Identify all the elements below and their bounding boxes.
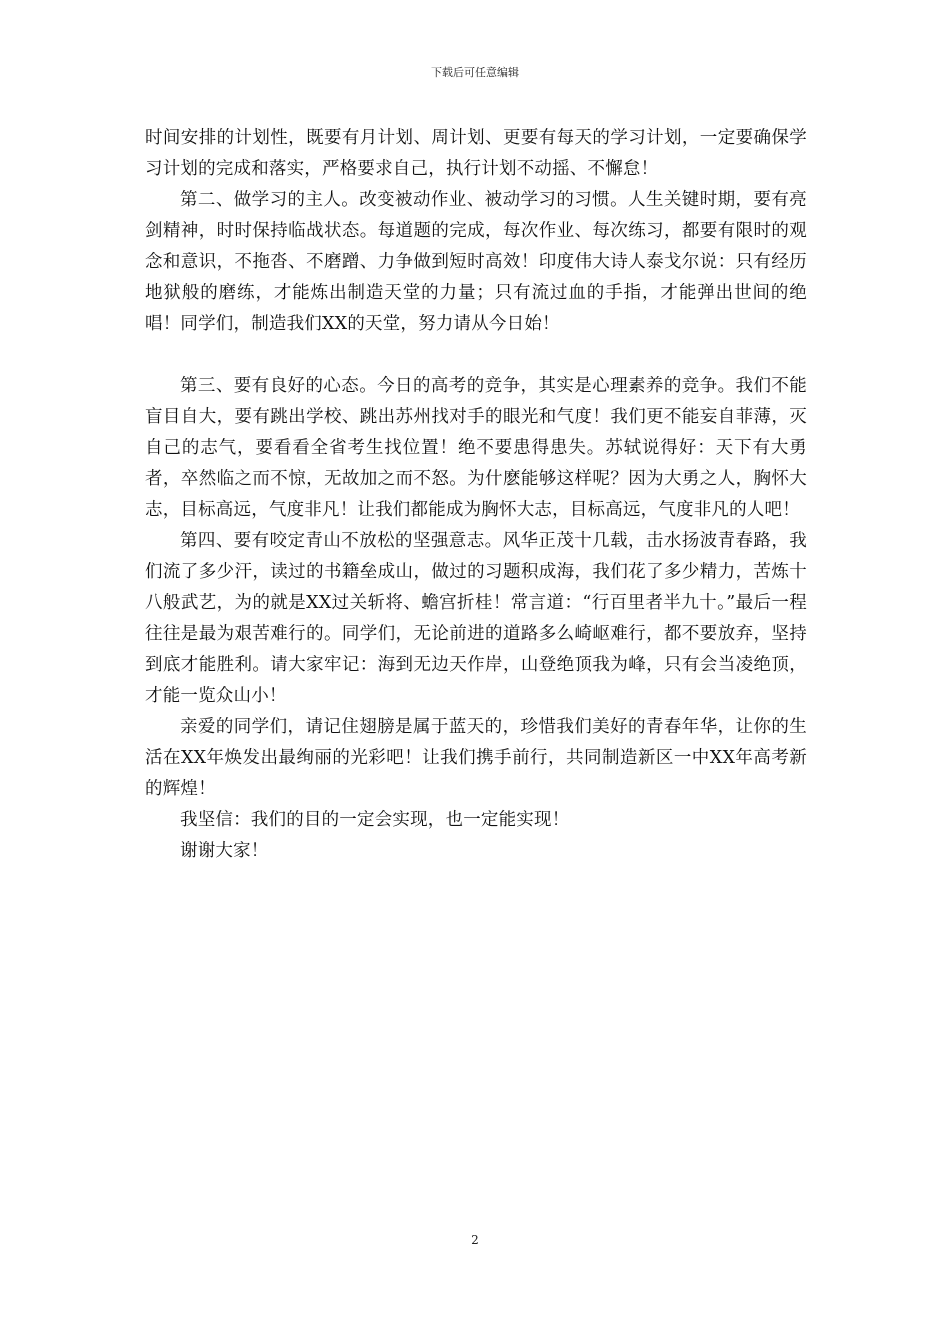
paragraph-second-point: 第二、做学习的主人。改变被动作业、被动学习的习惯。人生关键时期，要有亮剑精神，时时保持临战状态。每道题的完成，每次作业、每次练习，都要有限时的观念和意识，不拖沓、不磨蹭、力争做到短时高效！印度伟大诗人泰戈尔说：只有经历地狱般的磨练，才能炼出制造天堂的力量；只有流过血的手指，才能弹出世间的绝唱！同学们，制造我们XX的天堂，努力请从今日始！ bbox=[145, 190, 807, 334]
paragraph-belief: 我坚信：我们的目的一定会实现，也一定能实现！ bbox=[180, 810, 570, 830]
page-number: 2 bbox=[471, 1233, 479, 1247]
paragraph-fourth-point: 第四、要有咬定青山不放松的坚强意志。风华正茂十几载，击水扬波青春路，我们流了多少汗，读过的书籍垒成山，做过的习题积成海，我们花了多少精力，苦炼十八般武艺，为的就是XX过关斩将、蟾宫折桂！常言道：“行百里者半九十。”最后一程往往是最为艰苦难行的。同学们，无论前进的道路多么崎岖难行，都不要放弃，坚持到底才能胜利。请大家牢记：海到无边天作岸，山登绝顶我为峰，只有会当凌绝顶，才能一览众山小！ bbox=[145, 531, 807, 706]
document-body bbox=[145, 123, 807, 867]
paragraph-third-point: 第三、要有良好的心态。今日的高考的竞争，其实是心理素养的竞争。我们不能盲目自大，要有跳出学校、跳出苏州找对手的眼光和气度！我们更不能妄自菲薄，灭自己的志气，要看看全省考生找位置！绝不要患得患失。苏轼说得好：天下有大勇者，卒然临之而不惊，无故加之而不怒。为什麽能够这样呢？因为大勇之人，胸怀大志，目标高远，气度非凡！让我们都能成为胸怀大志，目标高远，气度非凡的人吧！ bbox=[145, 376, 807, 520]
page-header: 下载后可任意编辑 bbox=[431, 66, 519, 79]
paragraph-continuation: 时间安排的计划性，既要有月计划、周计划、更要有每天的学习计划，一定要确保学习计划的完成和落实，严格要求自己，执行计划不动摇、不懈怠！ bbox=[145, 128, 807, 179]
paragraph-closing-appeal: 亲爱的同学们，请记住翅膀是属于蓝天的，珍惜我们美好的青春年华，让你的生活在XX年焕发出最绚丽的光彩吧！让我们携手前行，共同制造新区一中XX年高考新的辉煌！ bbox=[145, 717, 807, 799]
paragraph-thanks: 谢谢大家！ bbox=[180, 841, 269, 861]
